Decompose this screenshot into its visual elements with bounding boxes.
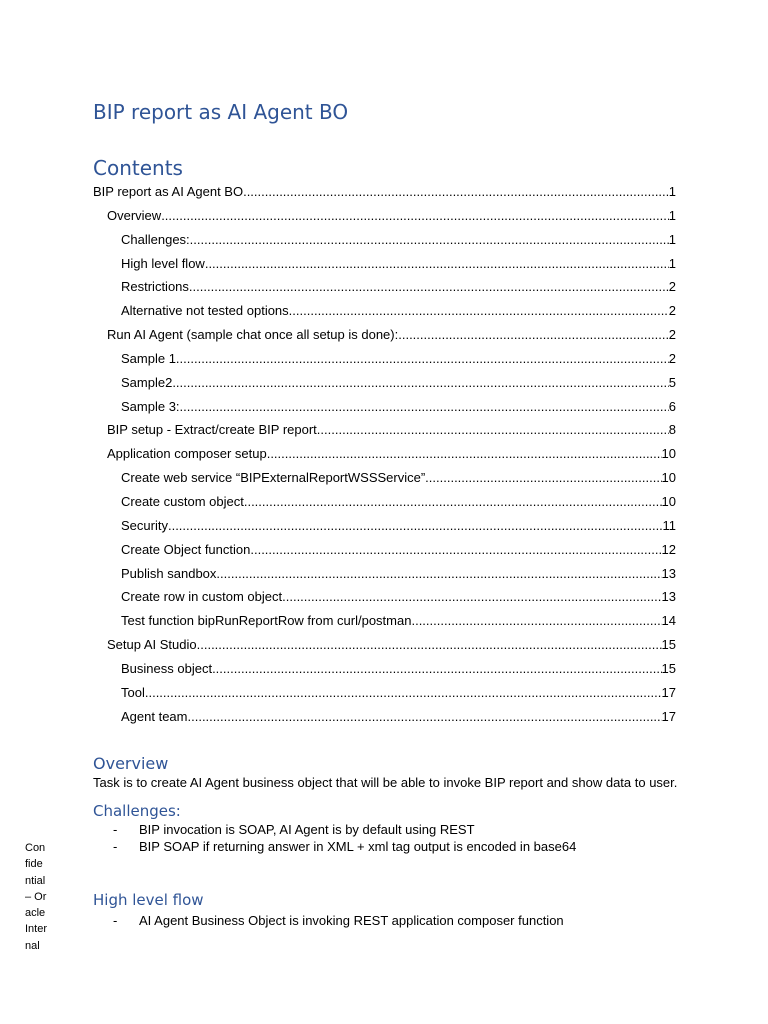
toc-entry-text: Create row in custom object (121, 589, 283, 605)
toc-entry-text: Security (121, 517, 168, 533)
toc-entry-text: BIP report as AI Agent BO (93, 184, 244, 199)
toc-entry[interactable] (93, 180, 676, 204)
toc-entry-text: BIP setup - Extract/create BIP report (107, 422, 317, 438)
toc-page-number: 17 (661, 708, 676, 724)
toc-entry-text: Create Object function (121, 541, 251, 557)
overview-heading: Overview (93, 754, 169, 773)
toc-page-number: 1 (668, 184, 676, 199)
toc-page-number: 15 (661, 660, 676, 676)
toc-page-number: 6 (668, 398, 676, 414)
toc-entry[interactable] (93, 633, 676, 657)
toc-entry-text: Run AI Agent (sample chat once all setup is done): (107, 327, 399, 343)
toc-dot-leader (161, 204, 669, 228)
toc-page-number: 2 (668, 327, 676, 343)
toc-dot-leader (212, 657, 661, 681)
toc-entry[interactable] (93, 562, 676, 586)
bullet-dash: - (113, 913, 118, 928)
toc-entry-text: Create custom object (121, 493, 244, 509)
toc-entry[interactable] (93, 681, 676, 705)
toc-dot-leader (282, 585, 661, 609)
toc-entry-text: Sample 3: (121, 398, 180, 414)
toc-page-number: 1 (668, 231, 676, 247)
toc-entry[interactable] (93, 275, 676, 299)
toc-page-number: 10 (661, 446, 676, 462)
toc-entry[interactable] (93, 371, 676, 395)
toc-dot-leader (188, 705, 662, 729)
toc-entry-text: Challenges: (121, 231, 190, 247)
toc-entry[interactable] (93, 204, 676, 228)
toc-dot-leader (267, 442, 662, 466)
toc-entry[interactable] (93, 228, 676, 252)
toc-entry[interactable] (93, 609, 676, 633)
toc-entry[interactable] (93, 538, 676, 562)
toc-dot-leader (205, 252, 669, 276)
toc-dot-leader (168, 514, 663, 538)
bullet-text: AI Agent Business Object is invoking REST application composer function (139, 913, 564, 928)
toc-page-number: 15 (661, 637, 676, 653)
toc-page-number: 11 (662, 517, 676, 533)
toc-dot-leader (172, 371, 668, 395)
toc-page-number: 12 (661, 541, 676, 557)
toc-entry[interactable] (93, 657, 676, 681)
bullet-dash: - (113, 839, 118, 854)
toc-page-number: 8 (668, 422, 676, 438)
toc-entry[interactable] (93, 466, 676, 490)
toc-entry-text: Publish sandbox (121, 565, 217, 581)
toc-entry[interactable] (93, 395, 676, 419)
toc-dot-leader (411, 609, 661, 633)
contents-heading: Contents (93, 156, 183, 180)
toc-page-number: 10 (661, 470, 676, 486)
toc-entry-text: Business object (121, 660, 213, 676)
table-of-contents (93, 180, 676, 728)
toc-entry-text: Setup AI Studio (107, 637, 197, 653)
bullet-text: BIP SOAP if returning answer in XML + xml tag output is encoded in base64 (139, 839, 577, 854)
toc-entry-text: Restrictions (121, 279, 189, 295)
toc-page-number: 5 (668, 374, 676, 390)
toc-dot-leader (216, 562, 661, 586)
toc-entry[interactable] (93, 252, 676, 276)
toc-page-number: 17 (661, 684, 676, 700)
toc-entry-text: Application composer setup (107, 446, 267, 462)
toc-dot-leader (250, 538, 661, 562)
high-level-flow-heading: High level flow (93, 891, 204, 909)
toc-entry[interactable] (93, 418, 676, 442)
toc-entry-text: Create web service “BIPExternalReportWSSService” (121, 470, 426, 486)
toc-dot-leader (189, 275, 669, 299)
toc-entry-text: Sample 1 (121, 350, 176, 366)
toc-dot-leader (425, 466, 661, 490)
bullet-text: BIP invocation is SOAP, AI Agent is by default using REST (139, 822, 475, 837)
toc-entry[interactable] (93, 585, 676, 609)
toc-dot-leader (190, 228, 669, 252)
toc-dot-leader (180, 395, 669, 419)
toc-entry-text: Tool (121, 684, 145, 700)
toc-entry[interactable] (93, 514, 676, 538)
toc-entry[interactable] (93, 299, 676, 323)
document-title: BIP report as AI Agent BO (93, 100, 349, 124)
toc-dot-leader (145, 681, 662, 705)
toc-page-number: 1 (668, 207, 676, 223)
toc-page-number: 14 (661, 613, 676, 629)
toc-page-number: 1 (668, 255, 676, 271)
overview-paragraph: Task is to create AI Agent business object that will be able to invoke BIP report and show data to user. (93, 775, 678, 790)
toc-page-number: 2 (668, 279, 676, 295)
toc-entry-text: Agent team (121, 708, 188, 724)
toc-entry[interactable] (93, 705, 676, 729)
bullet-dash: - (113, 822, 118, 837)
toc-dot-leader (317, 418, 669, 442)
toc-page-number: 2 (668, 350, 676, 366)
toc-dot-leader (176, 347, 669, 371)
toc-entry-text: Sample2 (121, 374, 173, 390)
toc-page-number: 2 (668, 303, 676, 319)
toc-entry-text: Alternative not tested options (121, 303, 289, 319)
toc-entry-text: Overview (107, 207, 162, 223)
toc-page-number: 13 (661, 565, 676, 581)
toc-entry-text: High level flow (121, 255, 205, 271)
challenges-heading: Challenges: (93, 802, 181, 820)
toc-page-number: 10 (661, 493, 676, 509)
toc-dot-leader (197, 633, 662, 657)
toc-entry-text: Test function bipRunReportRow from curl/postman (121, 613, 412, 629)
toc-dot-leader (244, 490, 662, 514)
toc-entry[interactable] (93, 347, 676, 371)
toc-dot-leader (243, 180, 669, 204)
toc-entry[interactable] (93, 490, 676, 514)
toc-dot-leader (398, 323, 669, 347)
toc-entry[interactable] (93, 442, 676, 466)
classification-label: Confidential – Oracle Internal (25, 842, 48, 952)
toc-entry[interactable] (93, 323, 676, 347)
toc-dot-leader (289, 299, 669, 323)
toc-page-number: 13 (661, 589, 676, 605)
